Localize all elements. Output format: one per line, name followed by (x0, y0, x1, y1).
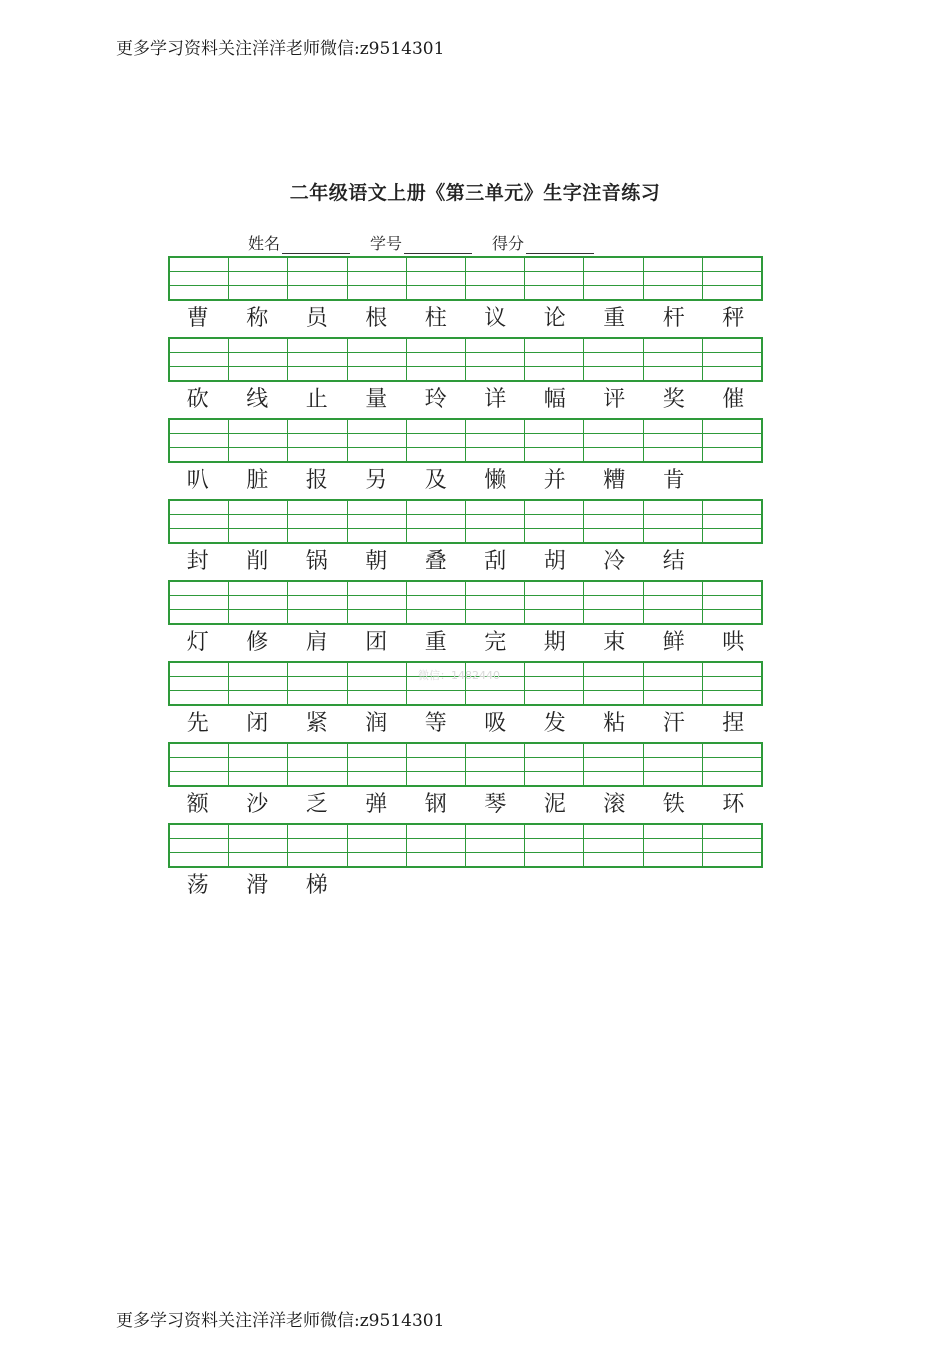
page-title: 二年级语文上册《第三单元》生字注音练习 (289, 182, 661, 204)
hanzi-character: 详 (484, 387, 507, 412)
hanzi-character: 根 (365, 306, 388, 331)
hanzi-character: 钢 (424, 792, 447, 817)
score-field[interactable] (492, 231, 594, 254)
hanzi-character: 完 (484, 630, 507, 655)
score-blank[interactable] (526, 239, 594, 254)
hanzi-character: 议 (484, 306, 507, 331)
pinyin-cell[interactable] (584, 339, 643, 380)
pinyin-cell[interactable] (584, 825, 643, 866)
name-field[interactable] (248, 231, 350, 254)
student-id-blank[interactable] (404, 239, 472, 254)
hanzi-character: 砍 (186, 387, 209, 412)
hanzi-character: 刮 (484, 549, 507, 574)
pinyin-cell[interactable] (348, 744, 407, 785)
name-blank[interactable] (282, 239, 350, 254)
pinyin-cell[interactable] (348, 420, 407, 461)
pinyin-cell[interactable] (466, 744, 525, 785)
hanzi-character: 幅 (543, 387, 566, 412)
pinyin-cell[interactable] (584, 501, 643, 542)
hanzi-character: 梯 (305, 873, 328, 898)
watermark: 微信：1482440 (418, 669, 500, 682)
pinyin-cell[interactable] (525, 420, 584, 461)
pinyin-cell[interactable] (644, 501, 703, 542)
student-id-field[interactable] (370, 231, 472, 254)
pinyin-grid-row (168, 256, 763, 301)
name-label: 姓名 (248, 234, 281, 253)
pinyin-cell[interactable] (348, 339, 407, 380)
character-row (168, 301, 763, 337)
pinyin-cell[interactable] (525, 339, 584, 380)
hanzi-character: 胡 (543, 549, 566, 574)
hanzi-character: 修 (246, 630, 269, 655)
student-info (248, 231, 594, 254)
pinyin-cell[interactable] (288, 258, 347, 299)
pinyin-cell[interactable] (170, 420, 229, 461)
pinyin-cell[interactable] (348, 501, 407, 542)
hanzi-character: 论 (543, 306, 566, 331)
pinyin-cell[interactable] (229, 501, 288, 542)
hanzi-character: 荡 (186, 873, 209, 898)
hanzi-character: 员 (305, 306, 328, 331)
pinyin-cell[interactable] (466, 339, 525, 380)
hanzi-character: 并 (543, 468, 566, 493)
pinyin-cell[interactable] (229, 582, 288, 623)
pinyin-cell[interactable] (229, 420, 288, 461)
hanzi-character: 汗 (662, 711, 685, 736)
pinyin-cell[interactable] (584, 744, 643, 785)
hanzi-character: 秤 (722, 306, 745, 331)
pinyin-cell[interactable] (525, 825, 584, 866)
hanzi-character: 报 (305, 468, 328, 493)
pinyin-cell[interactable] (644, 663, 703, 704)
pinyin-cell[interactable] (288, 501, 347, 542)
pinyin-grid-row (168, 742, 763, 787)
pinyin-cell[interactable] (170, 663, 229, 704)
hanzi-character: 线 (246, 387, 269, 412)
hanzi-character: 脏 (246, 468, 269, 493)
hanzi-character: 结 (662, 549, 685, 574)
hanzi-character: 先 (186, 711, 209, 736)
hanzi-character: 吸 (484, 711, 507, 736)
hanzi-character: 琴 (484, 792, 507, 817)
pinyin-cell[interactable] (170, 582, 229, 623)
pinyin-cell[interactable] (407, 744, 466, 785)
hanzi-character: 削 (246, 549, 269, 574)
hanzi-character: 灯 (186, 630, 209, 655)
pinyin-cell[interactable] (170, 258, 229, 299)
pinyin-grid-row (168, 418, 763, 463)
pinyin-cell[interactable] (644, 825, 703, 866)
hanzi-character: 环 (722, 792, 745, 817)
pinyin-cell[interactable] (584, 420, 643, 461)
hanzi-character: 滑 (246, 873, 269, 898)
pinyin-cell[interactable] (407, 258, 466, 299)
hanzi-character: 哄 (722, 630, 745, 655)
pinyin-cell[interactable] (466, 420, 525, 461)
character-row (168, 787, 763, 823)
pinyin-cell[interactable] (644, 258, 703, 299)
pinyin-cell[interactable] (407, 339, 466, 380)
hanzi-character: 叭 (186, 468, 209, 493)
pinyin-cell[interactable] (525, 258, 584, 299)
hanzi-character: 止 (305, 387, 328, 412)
hanzi-character: 鲜 (662, 630, 685, 655)
pinyin-cell[interactable] (229, 744, 288, 785)
hanzi-character: 等 (424, 711, 447, 736)
pinyin-cell[interactable] (584, 663, 643, 704)
pinyin-cell[interactable] (288, 663, 347, 704)
pinyin-cell[interactable] (703, 420, 761, 461)
pinyin-cell[interactable] (288, 420, 347, 461)
pinyin-cell[interactable] (703, 258, 761, 299)
hanzi-character: 锅 (305, 549, 328, 574)
pinyin-cell[interactable] (288, 339, 347, 380)
hanzi-character: 铁 (662, 792, 685, 817)
student-id-label: 学号 (370, 234, 403, 253)
promo-header: 更多学习资料关注洋洋老师微信:z9514301 (116, 39, 445, 59)
hanzi-character: 弹 (365, 792, 388, 817)
pinyin-cell[interactable] (348, 582, 407, 623)
hanzi-character: 闭 (246, 711, 269, 736)
pinyin-cell[interactable] (170, 825, 229, 866)
hanzi-character: 润 (365, 711, 388, 736)
pinyin-cell[interactable] (703, 663, 761, 704)
pinyin-grid-row (168, 580, 763, 625)
hanzi-character: 朝 (365, 549, 388, 574)
pinyin-cell[interactable] (525, 663, 584, 704)
hanzi-character: 重 (424, 630, 447, 655)
character-row (168, 544, 763, 580)
hanzi-character: 柱 (424, 306, 447, 331)
hanzi-character: 沙 (246, 792, 269, 817)
hanzi-character: 团 (365, 630, 388, 655)
hanzi-character: 另 (365, 468, 388, 493)
pinyin-cell[interactable] (288, 744, 347, 785)
pinyin-cell[interactable] (407, 825, 466, 866)
character-row (168, 706, 763, 742)
pinyin-cell[interactable] (348, 825, 407, 866)
promo-footer: 更多学习资料关注洋洋老师微信:z9514301 (116, 1311, 445, 1331)
hanzi-character: 紧 (305, 711, 328, 736)
pinyin-cell[interactable] (407, 420, 466, 461)
character-row (168, 868, 763, 904)
hanzi-character: 及 (424, 468, 447, 493)
hanzi-character: 评 (603, 387, 626, 412)
hanzi-character: 泥 (543, 792, 566, 817)
pinyin-cell[interactable] (348, 258, 407, 299)
hanzi-character: 肯 (662, 468, 685, 493)
hanzi-character: 额 (186, 792, 209, 817)
hanzi-character: 称 (246, 306, 269, 331)
hanzi-character: 玲 (424, 387, 447, 412)
hanzi-character: 重 (603, 306, 626, 331)
pinyin-cell[interactable] (229, 258, 288, 299)
pinyin-cell[interactable] (584, 258, 643, 299)
pinyin-cell[interactable] (170, 744, 229, 785)
pinyin-cell[interactable] (703, 744, 761, 785)
character-row (168, 382, 763, 418)
pinyin-grid-row (168, 823, 763, 868)
pinyin-cell[interactable] (288, 582, 347, 623)
pinyin-cell[interactable] (348, 663, 407, 704)
hanzi-character: 催 (722, 387, 745, 412)
pinyin-cell[interactable] (703, 501, 761, 542)
hanzi-character: 冷 (603, 549, 626, 574)
pinyin-cell[interactable] (229, 663, 288, 704)
pinyin-cell[interactable] (703, 339, 761, 380)
pinyin-cell[interactable] (525, 501, 584, 542)
pinyin-grid-row (168, 499, 763, 544)
hanzi-character: 糟 (603, 468, 626, 493)
hanzi-character: 曹 (186, 306, 209, 331)
hanzi-character: 乏 (305, 792, 328, 817)
pinyin-cell[interactable] (644, 744, 703, 785)
hanzi-character: 封 (186, 549, 209, 574)
pinyin-cell[interactable] (288, 825, 347, 866)
character-row (168, 625, 763, 661)
character-row (168, 463, 763, 499)
hanzi-character: 懒 (484, 468, 507, 493)
pinyin-cell[interactable] (703, 582, 761, 623)
hanzi-character: 叠 (424, 549, 447, 574)
pinyin-cell[interactable] (466, 825, 525, 866)
score-label: 得分 (492, 234, 525, 253)
hanzi-character: 期 (543, 630, 566, 655)
pinyin-cell[interactable] (644, 582, 703, 623)
pinyin-worksheet (168, 256, 763, 904)
pinyin-cell[interactable] (644, 420, 703, 461)
pinyin-cell[interactable] (170, 501, 229, 542)
pinyin-cell[interactable] (644, 339, 703, 380)
pinyin-cell[interactable] (466, 258, 525, 299)
pinyin-cell[interactable] (170, 339, 229, 380)
hanzi-character: 奖 (662, 387, 685, 412)
hanzi-character: 滚 (603, 792, 626, 817)
pinyin-cell[interactable] (466, 582, 525, 623)
hanzi-character: 束 (603, 630, 626, 655)
pinyin-cell[interactable] (407, 582, 466, 623)
hanzi-character: 肩 (305, 630, 328, 655)
pinyin-cell[interactable] (584, 582, 643, 623)
hanzi-character: 发 (543, 711, 566, 736)
pinyin-cell[interactable] (525, 744, 584, 785)
pinyin-cell[interactable] (466, 501, 525, 542)
hanzi-character: 捏 (722, 711, 745, 736)
pinyin-cell[interactable] (703, 825, 761, 866)
pinyin-cell[interactable] (229, 825, 288, 866)
pinyin-cell[interactable] (229, 339, 288, 380)
hanzi-character: 粘 (603, 711, 626, 736)
pinyin-cell[interactable] (407, 501, 466, 542)
pinyin-cell[interactable] (525, 582, 584, 623)
hanzi-character: 量 (365, 387, 388, 412)
pinyin-grid-row (168, 337, 763, 382)
hanzi-character: 杆 (662, 306, 685, 331)
